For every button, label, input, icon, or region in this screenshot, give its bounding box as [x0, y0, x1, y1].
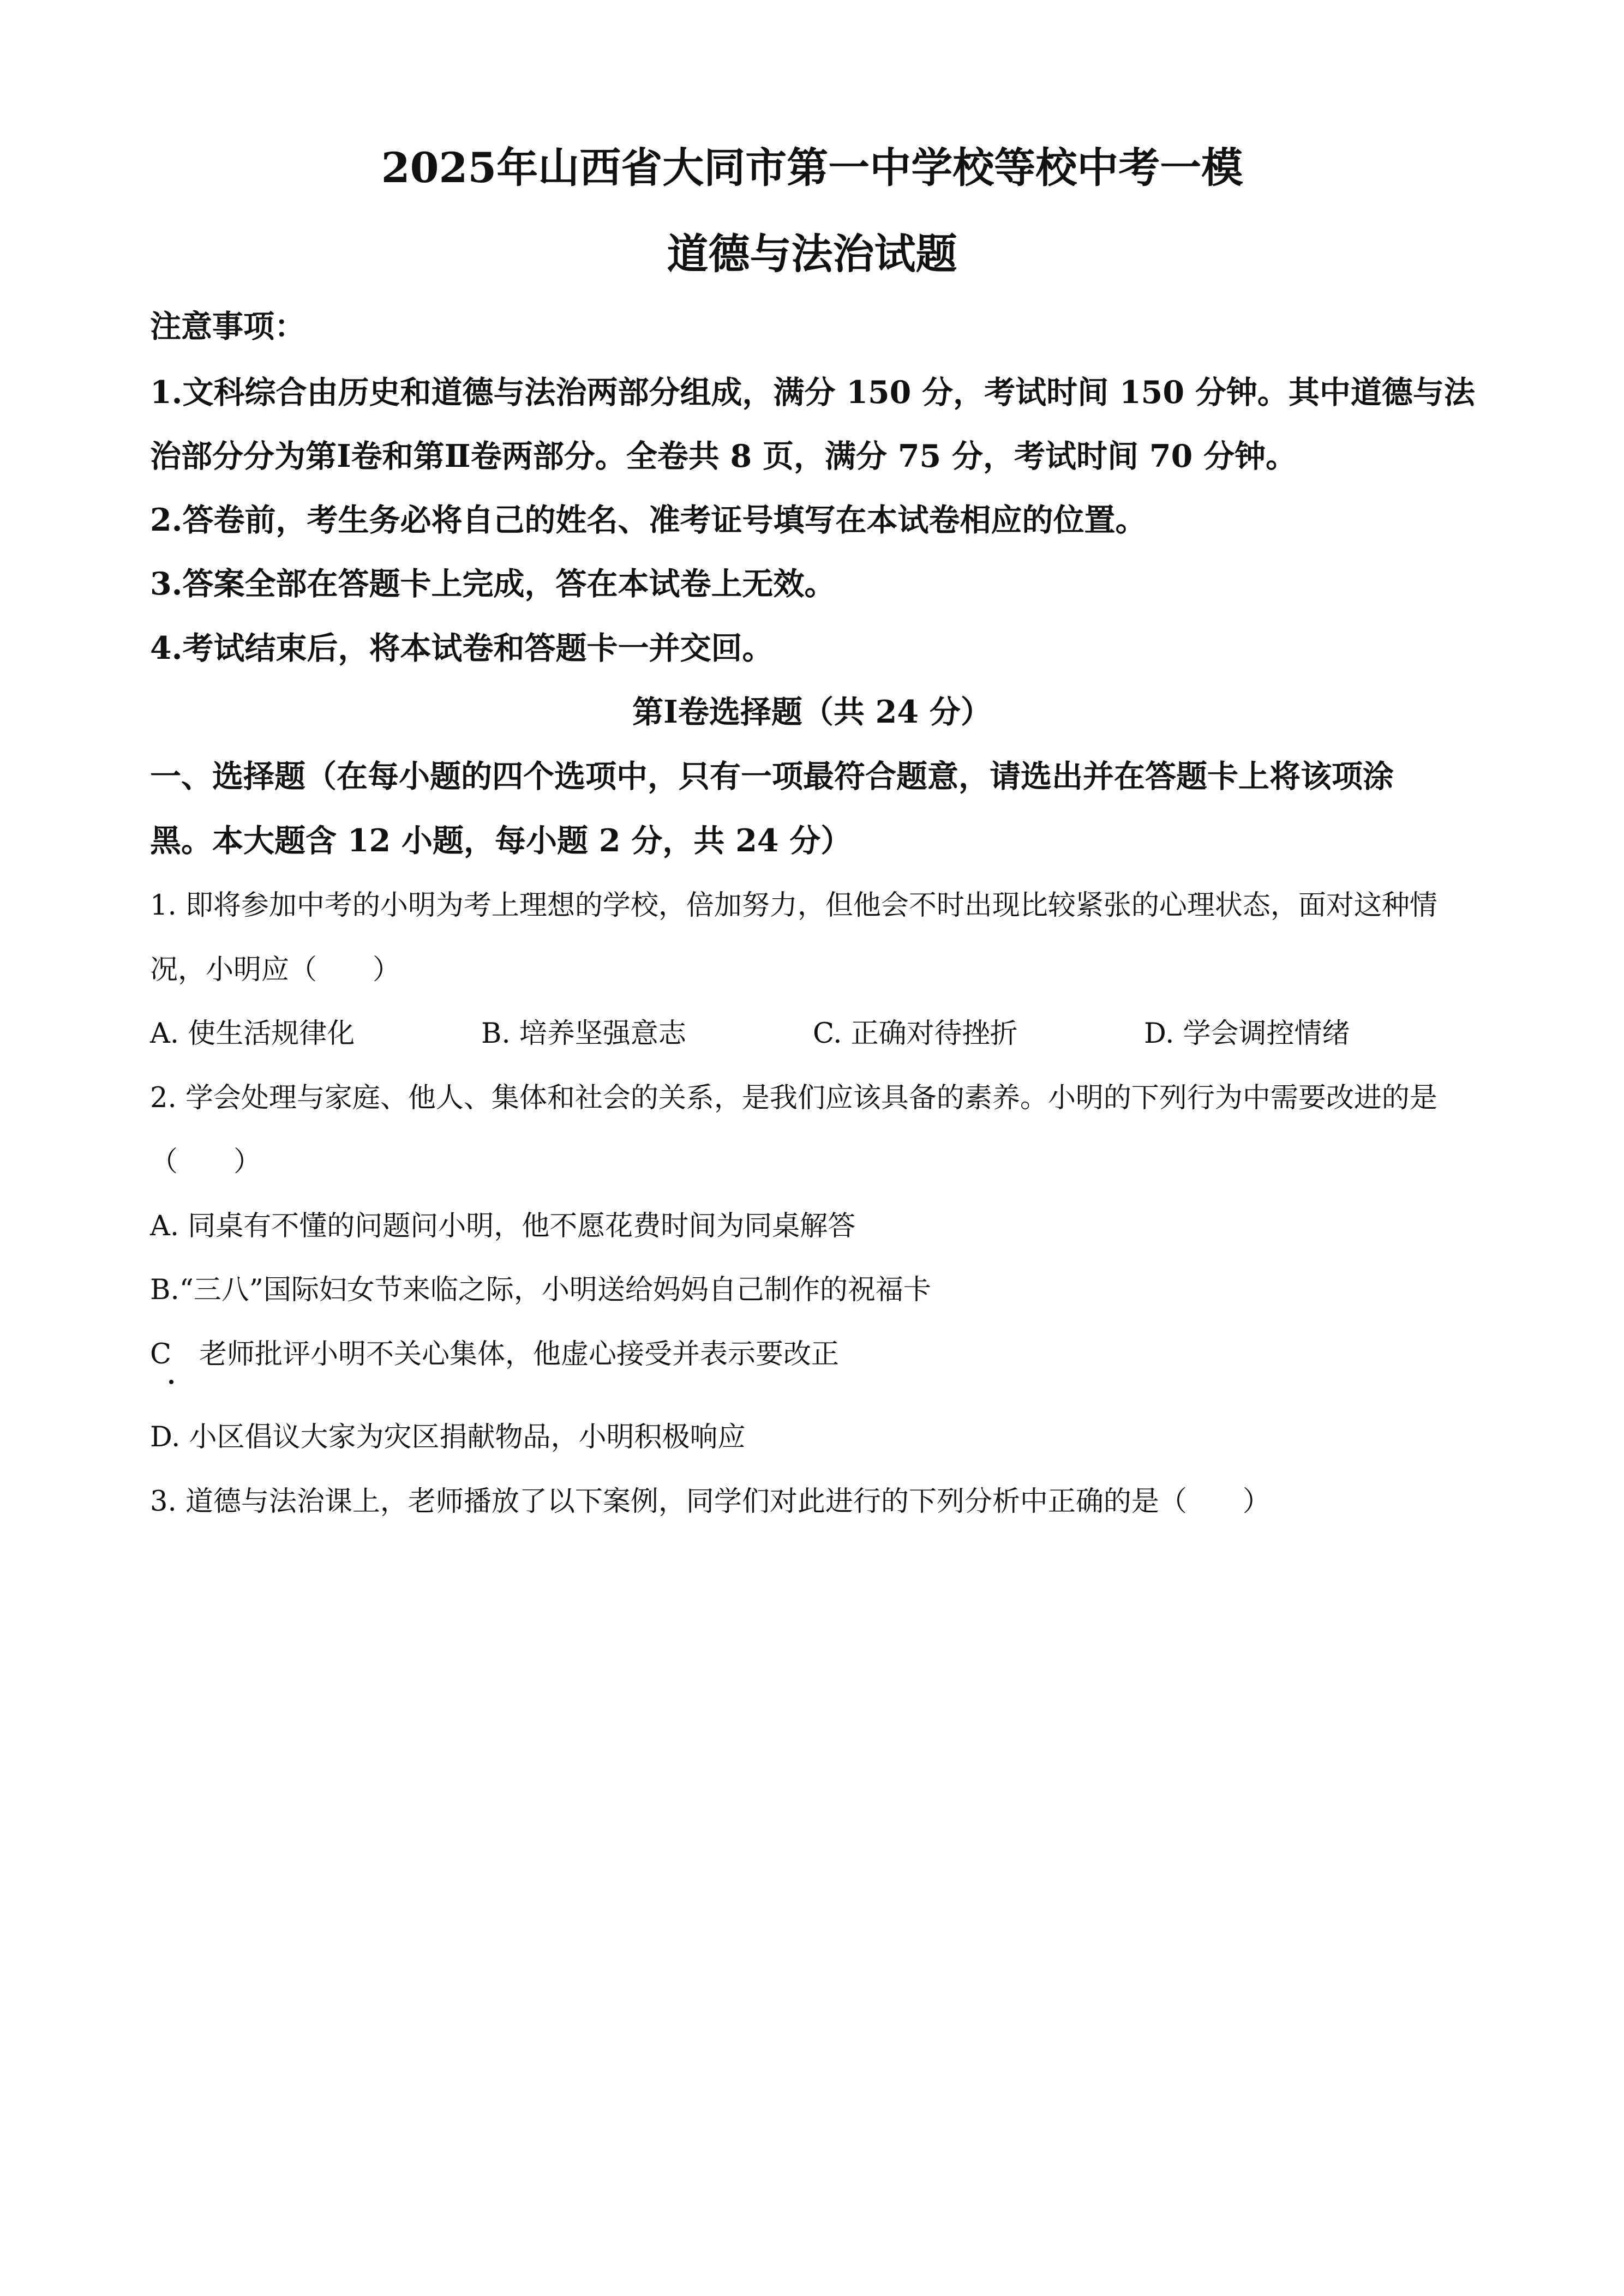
notice-item-4: 4.考试结束后，将本试卷和答题卡一并交回。: [150, 630, 774, 666]
notice-item-1-line-1: 1.文科综合由历史和道德与法治两部分组成，满分 150 分，考试时间 150 分钟。其中道德与法: [150, 374, 1475, 411]
notice-item-2: 2.答卷前，考生务必将自己的姓名、准考证号填写在本试卷相应的位置。: [150, 502, 1147, 538]
question-1-option-b: B. 培养坚强意志: [481, 1018, 686, 1050]
question-2-line-1: 2. 学会处理与家庭、他人、集体和社会的关系，是我们应该具备的素养。小明的下列行为中需要改进的是: [150, 1082, 1437, 1114]
question-1-line-2: 况，小明应（ ）: [150, 954, 401, 986]
question-2-line-2: （ ）: [150, 1146, 262, 1178]
section-instruction-line-2: 黑。本大题含 12 小题，每小题 2 分，共 24 分）: [150, 822, 852, 859]
question-1-option-c: C. 正确对待挫折: [813, 1018, 1018, 1050]
section-instruction-line-1: 一、选择题（在每小题的四个选项中，只有一项最符合题意，请选出并在答题卡上将该项涂: [150, 758, 1394, 795]
page-title: 2025年山西省大同市第一中学校等校中考一模: [381, 143, 1243, 192]
question-3-line-1: 3. 道德与法治课上，老师播放了以下案例，同学们对此进行的下列分析中正确的是（ ）: [150, 1486, 1271, 1518]
section-title: 第Ⅰ卷选择题（共 24 分）: [632, 694, 992, 730]
question-2-option-c: C 老师批评小明不关心集体，他虚心接受并表示要改正: [150, 1338, 840, 1371]
page-subtitle: 道德与法治试题: [667, 230, 957, 278]
question-1-option-d: D. 学会调控情绪: [1144, 1018, 1350, 1050]
question-2-option-a: A. 同桌有不懂的问题问小明，他不愿花费时间为同桌解答: [150, 1210, 856, 1242]
notice-item-3: 3.答案全部在答题卡上完成，答在本试卷上无效。: [150, 566, 836, 602]
notice-heading: 注意事项：: [150, 308, 305, 345]
question-2-option-d: D. 小区倡议大家为灾区捐献物品，小明积极响应: [150, 1421, 746, 1453]
notice-item-1-line-2: 治部分分为第Ⅰ卷和第Ⅱ卷两部分。全卷共 8 页，满分 75 分，考试时间 70 分钟。: [150, 438, 1297, 474]
stray-dot-mark: [169, 1380, 173, 1384]
question-1-option-a: A. 使生活规律化: [150, 1018, 355, 1050]
question-1-line-1: 1. 即将参加中考的小明为考上理想的学校，倍加努力，但他会不时出现比较紧张的心理状态，面对这种情: [150, 889, 1437, 922]
question-2-option-b: B.“三八”国际妇女节来临之际，小明送给妈妈自己制作的祝福卡: [150, 1274, 931, 1306]
question-1-options: [150, 1017, 1476, 1055]
